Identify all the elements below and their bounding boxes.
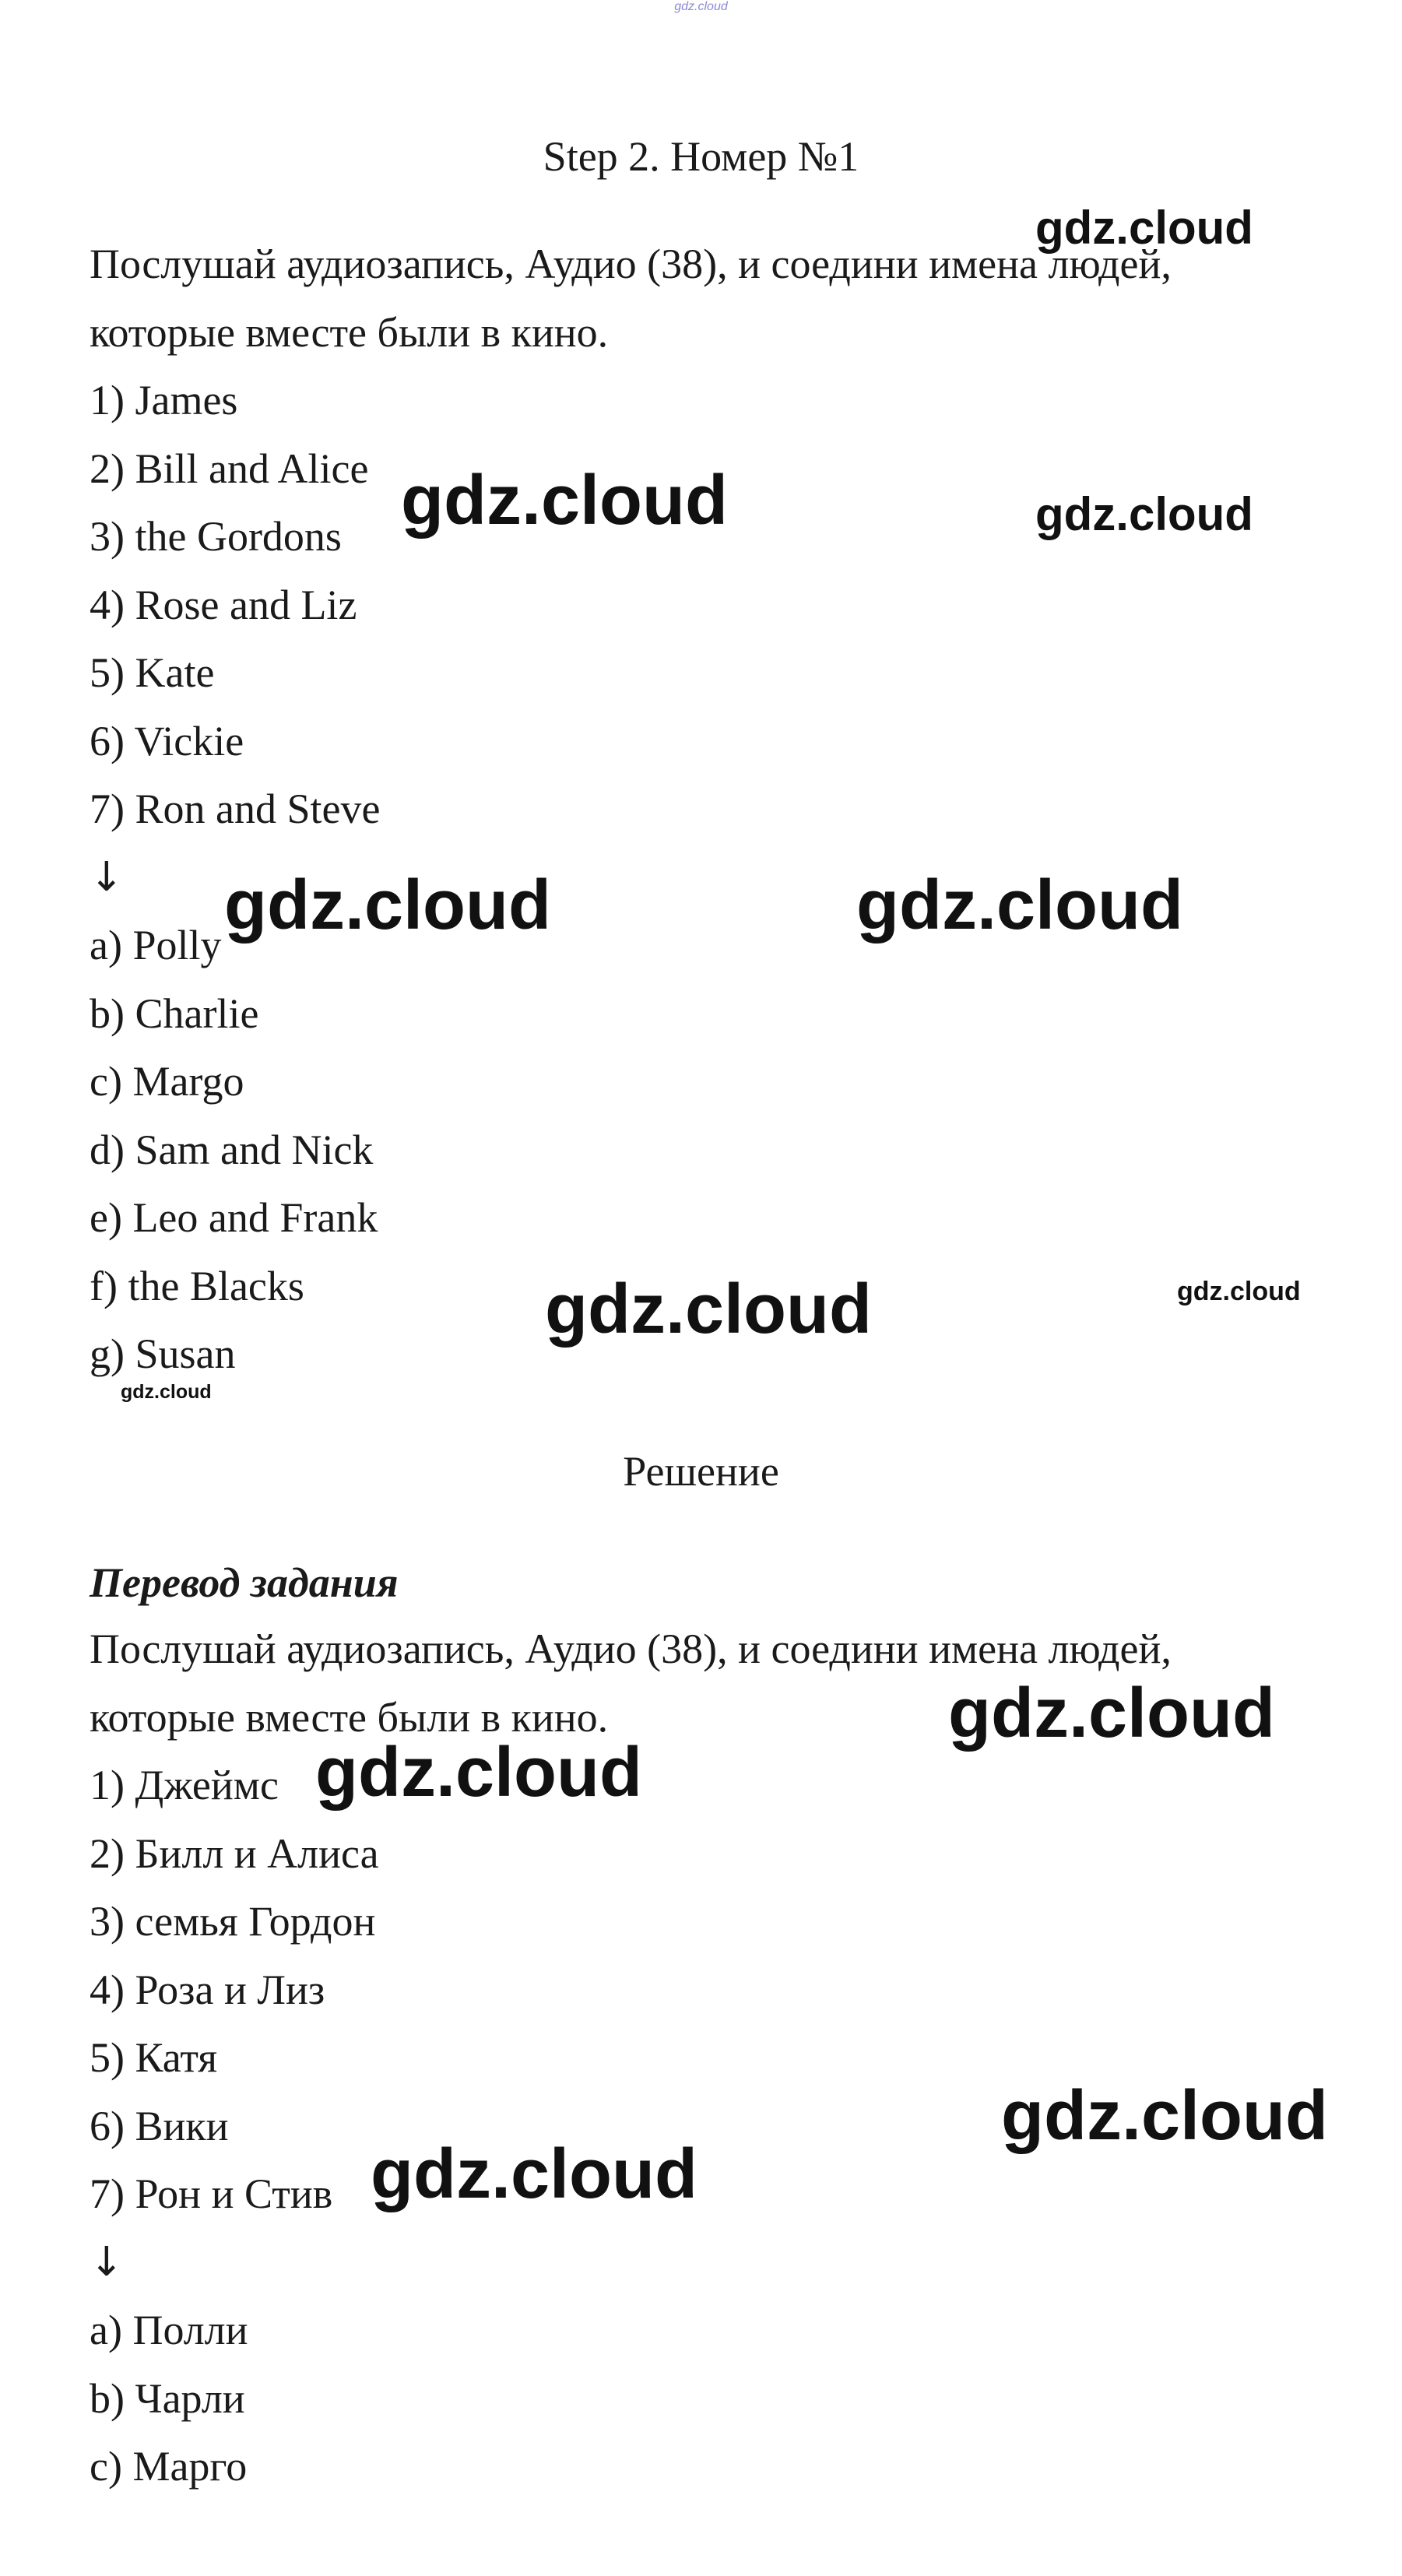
watermark: gdz.cloud	[121, 1381, 212, 1403]
list-item: 5) Катя	[90, 2034, 218, 2081]
translation-instruction-line-2: которые вместе были в кино.	[90, 1693, 609, 1741]
list-item: d) Sam and Nick	[90, 1126, 374, 1173]
list-item: 5) Kate	[90, 649, 215, 696]
watermark: gdz.cloud	[1177, 1277, 1301, 1306]
list-item: a) Полли	[90, 2307, 248, 2353]
list-item: e) Leo and Frank	[90, 1194, 378, 1241]
watermark: gdz.cloud	[315, 1734, 642, 1812]
watermark: gdz.cloud	[401, 462, 728, 539]
list-item: c) Марго	[90, 2443, 248, 2490]
watermark: gdz.cloud	[856, 866, 1183, 944]
page-title: Step 2. Номер №1	[543, 133, 859, 180]
translation-instruction-line-1: Послушай аудиозапись, Аудио (38), и соедини имена людей,	[90, 1625, 1172, 1672]
solution-title: Решение	[623, 1448, 779, 1495]
task-block	[90, 230, 1335, 1389]
list-item: 3) the Gordons	[90, 513, 342, 560]
list-item: 2) Билл и Алиса	[90, 1829, 379, 1877]
list-item: f) the Blacks	[90, 1262, 304, 1309]
list-item: 1) James	[90, 377, 238, 423]
list-item: 7) Рон и Стив	[90, 2170, 333, 2217]
watermark: gdz.cloud	[1035, 488, 1253, 540]
list-item: a) Polly	[90, 922, 222, 968]
watermark: gdz.cloud	[545, 1270, 872, 1348]
list-item: 3) семья Гордон	[90, 1898, 376, 1945]
watermark: gdz.cloud	[1001, 2077, 1328, 2155]
list-item: 7) Ron and Steve	[90, 785, 381, 832]
task-instruction-line-2: которые вместе были в кино.	[90, 308, 609, 356]
list-item: b) Чарли	[90, 2374, 245, 2422]
arrow-down-icon: ↓	[90, 2238, 124, 2286]
list-item: 4) Роза и Лиз	[90, 1966, 325, 2013]
translation-heading: Перевод задания	[90, 1559, 399, 1606]
list-item: 1) Джеймс	[90, 1762, 279, 1808]
list-item: g) Susan	[90, 1330, 236, 1377]
list-item: 2) Bill and Alice	[90, 445, 369, 492]
arrow-down-icon: ↓	[90, 853, 124, 901]
list-item: b) Charlie	[90, 989, 259, 1037]
watermark: gdz.cloud	[948, 1675, 1275, 1752]
list-item: c) Margo	[90, 1058, 244, 1105]
watermark: gdz.cloud	[224, 866, 551, 944]
watermark: gdz.cloud	[371, 2135, 697, 2213]
watermark: gdz.cloud	[1035, 202, 1253, 254]
list-item: 6) Vickie	[90, 717, 244, 764]
top-watermark: gdz.cloud	[674, 0, 728, 13]
list-item: 6) Вики	[90, 2102, 229, 2149]
list-item: 4) Rose and Liz	[90, 581, 357, 628]
task-instruction-line-1: Послушай аудиозапись, Аудио (38), и соедини имена людей,	[90, 241, 1172, 287]
